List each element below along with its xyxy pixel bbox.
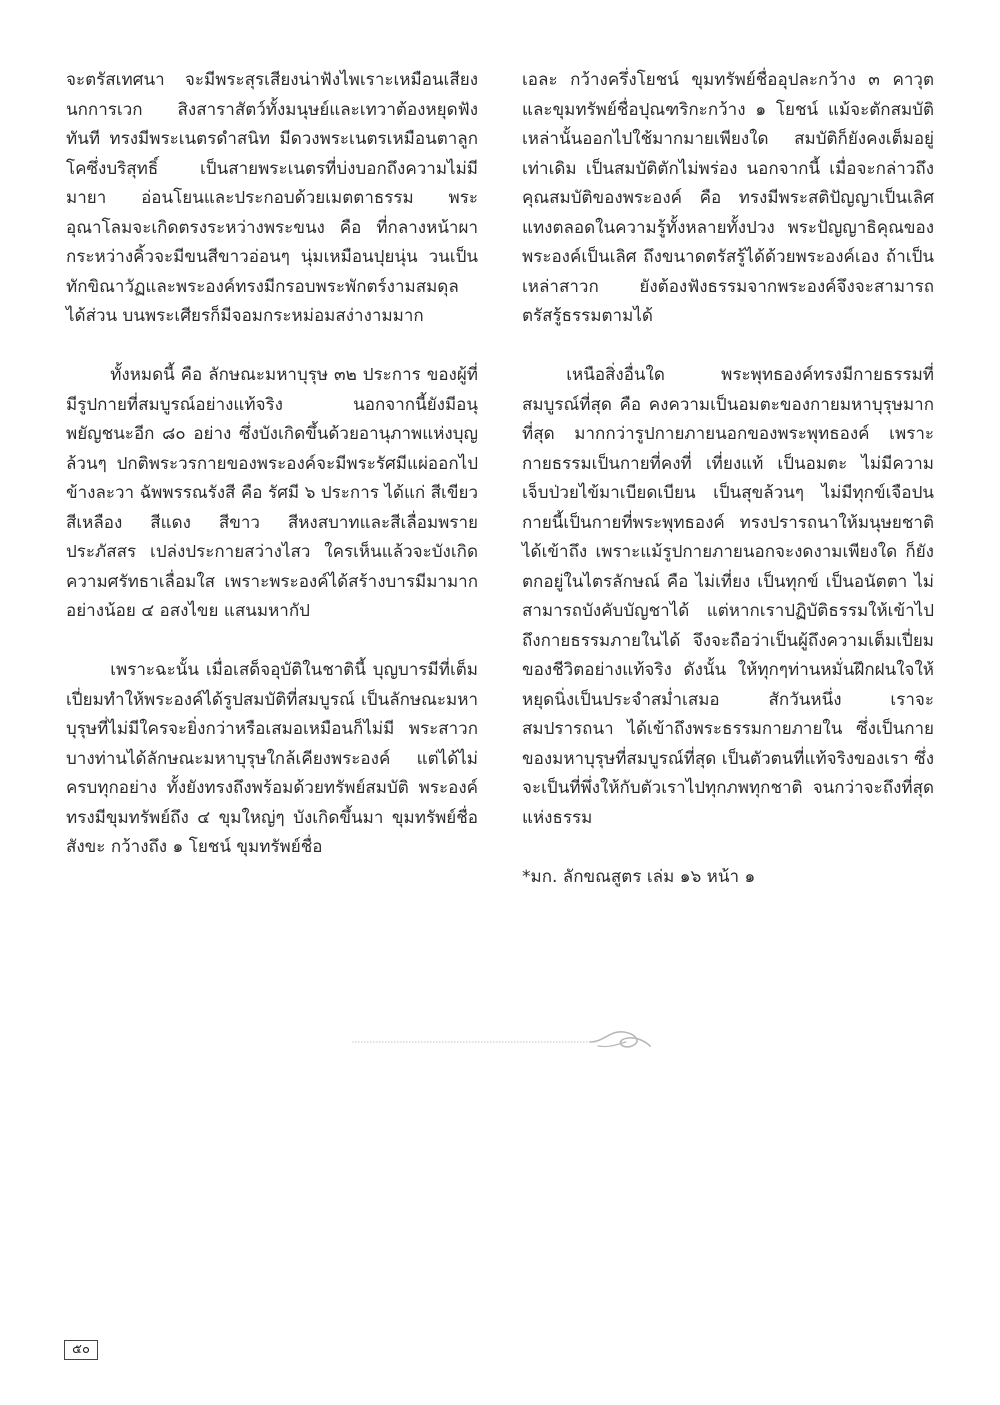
left-column: [66, 66, 478, 892]
right-column: [522, 66, 934, 892]
paragraph: เหนือสิ่งอื่นใด พระพุทธองค์ทรงมีกายธรรมที่สมบูรณ์ที่สุด คือ คงความเป็นอมตะของกายมหาบุรุษมากที่สุด มากกว่ารูปกายภายนอกของพระพุทธองค์ เพราะกายธรรมเป็นกายที่คงที่ เที่ยงแท้ เป็นอมตะ ไม่มีความเจ็บป่วยไข้มาเบียดเบียน เป็นสุขล้วนๆ ไม่มีทุกข์เจือปน กายนี้เป็นกายที่พระพุทธองค์ ทรงปรารถนาให้มนุษยชาติได้เข้าถึง เพราะแม้รูปกายภายนอกจะงดงามเพียงใด ก็ยังตกอยู่ในไตรลักษณ์ คือ ไม่เที่ยง เป็นทุกข์ เป็นอนัตตา ไม่สามารถบังคับบัญชาได้ แต่หากเราปฏิบัติธรรมให้เข้าไปถึงกายธรรมภายในได้ จึงจะถือว่าเป็นผู้ถึงความเต็มเปี่ยมของชีวิตอย่างแท้จริง ดังนั้น ให้ทุกๆท่านหมั่นฝึกฝนใจให้หยุดนิ่งเป็นประจำสม่ำเสมอ สักวันหนึ่ง เราจะสมปรารถนา ได้เข้าถึงพระธรรมกายภายใน ซึ่งเป็นกายของมหาบุรุษที่สมบูรณ์ที่สุด เป็นตัวตนที่แท้จริงของเรา ซึ่งจะเป็นที่พึ่งให้กับตัวเราไปทุกภพทุกชาติ จนกว่าจะถึงที่สุดแห่งธรรม: [522, 365, 934, 828]
paragraph: ทั้งหมดนี้ คือ ลักษณะมหาบุรุษ ๓๒ ประการ ของผู้ที่มีรูปกายที่สมบูรณ์อย่างแท้จริง นอกจากนี้ยังมีอนุพยัญชนะอีก ๘๐ อย่าง ซึ่งบังเกิดขึ้นด้วยอานุภาพแห่งบุญล้วนๆ ปกติพระวรกายของพระองค์จะมีพระรัศมีแผ่ออกไปข้างละวา ฉัพพรรณรังสี คือ รัศมี ๖ ประการ ได้แก่ สีเขียว สีเหลือง สีแดง สีขาว สีหงสบาทและสีเลื่อมพรายประภัสสร เปล่งประกายสว่างไสว ใครเห็นแล้วจะบังเกิดความศรัทธาเลื่อมใส เพราะพระองค์ได้สร้างบารมีมามาก อย่างน้อย ๔ อสงไขย แสนมหากัป: [66, 365, 478, 621]
divider-ornament-icon: [352, 1022, 652, 1052]
paragraph: เอละ กว้างครึ่งโยชน์ ขุมทรัพย์ชื่ออุปละกว้าง ๓ คาวุต และขุมทรัพย์ชื่อปุณฑริกะกว้าง ๑ โยชน์ แม้จะตักสมบัติเหล่านั้นออกไปใช้มากมายเพียงใด สมบัติก็ยังคงเต็มอยู่เท่าเดิม เป็นสมบัติตักไม่พร่อง นอกจากนี้ เมื่อจะกล่าวถึงคุณสมบัติของพระองค์ คือ ทรงมีพระสติปัญญาเป็นเลิศ แทงตลอดในความรู้ทั้งหลายทั้งปวง พระปัญญาธิคุณของพระองค์เป็นเลิศ ถึงขนาดตรัสรู้ได้ด้วยพระองค์เอง ถ้าเป็นเหล่าสาวก ยังต้องฟังธรรมจากพระองค์จึงจะสามารถตรัสรู้ธรรมตามได้: [522, 70, 934, 326]
paragraph: เพราะฉะนั้น เมื่อเสด็จอุบัติในชาตินี้ บุญบารมีที่เต็มเปี่ยมทำให้พระองค์ได้รูปสมบัติที่สมบูรณ์ เป็นลักษณะมหาบุรุษที่ไม่มีใครจะยิ่งกว่าหรือเสมอเหมือนก็ไม่มี พระสาวกบางท่านได้ลักษณะมหาบุรุษใกล้เคียงพระองค์ แต่ได้ไม่ครบทุกอย่าง ทั้งยังทรงถึงพร้อมด้วยทรัพย์สมบัติ พระองค์ทรงมีขุมทรัพย์ถึง ๔ ขุมใหญ่ๆ บังเกิดขึ้นมา ขุมทรัพย์ชื่อสังขะ กว้างถึง ๑ โยชน์ ขุมทรัพย์ชื่อ: [66, 660, 478, 857]
paragraph: จะตรัสเทศนา จะมีพระสุรเสียงน่าฟังไพเราะเหมือนเสียงนกการเวก สิงสาราสัตว์ทั้งมนุษย์และเทวาต้องหยุดฟังทันที ทรงมีพระเนตรดำสนิท มีดวงพระเนตรเหมือนตาลูกโคซึ่งบริสุทธิ์ เป็นสายพระเนตรที่บ่งบอกถึงความไม่มีมายา อ่อนโยนและประกอบด้วยเมตตาธรรม พระอุณาโลมจะเกิดตรงระหว่างพระขนง คือ ที่กลางหน้าผากระหว่างคิ้วจะมีขนสีขาวอ่อนๆ นุ่มเหมือนปุยนุ่น วนเป็นทักขิณาวัฏและพระองค์ทรงมีกรอบพระพักตร์งามสมดุลได้ส่วน บนพระเศียรก็มีจอมกระหม่อมสง่างามมาก: [66, 70, 478, 326]
footnote: *มก. ลักขณสูตร เล่ม ๑๖ หน้า ๑: [522, 866, 756, 887]
page-number: ๕๐: [64, 1340, 98, 1360]
